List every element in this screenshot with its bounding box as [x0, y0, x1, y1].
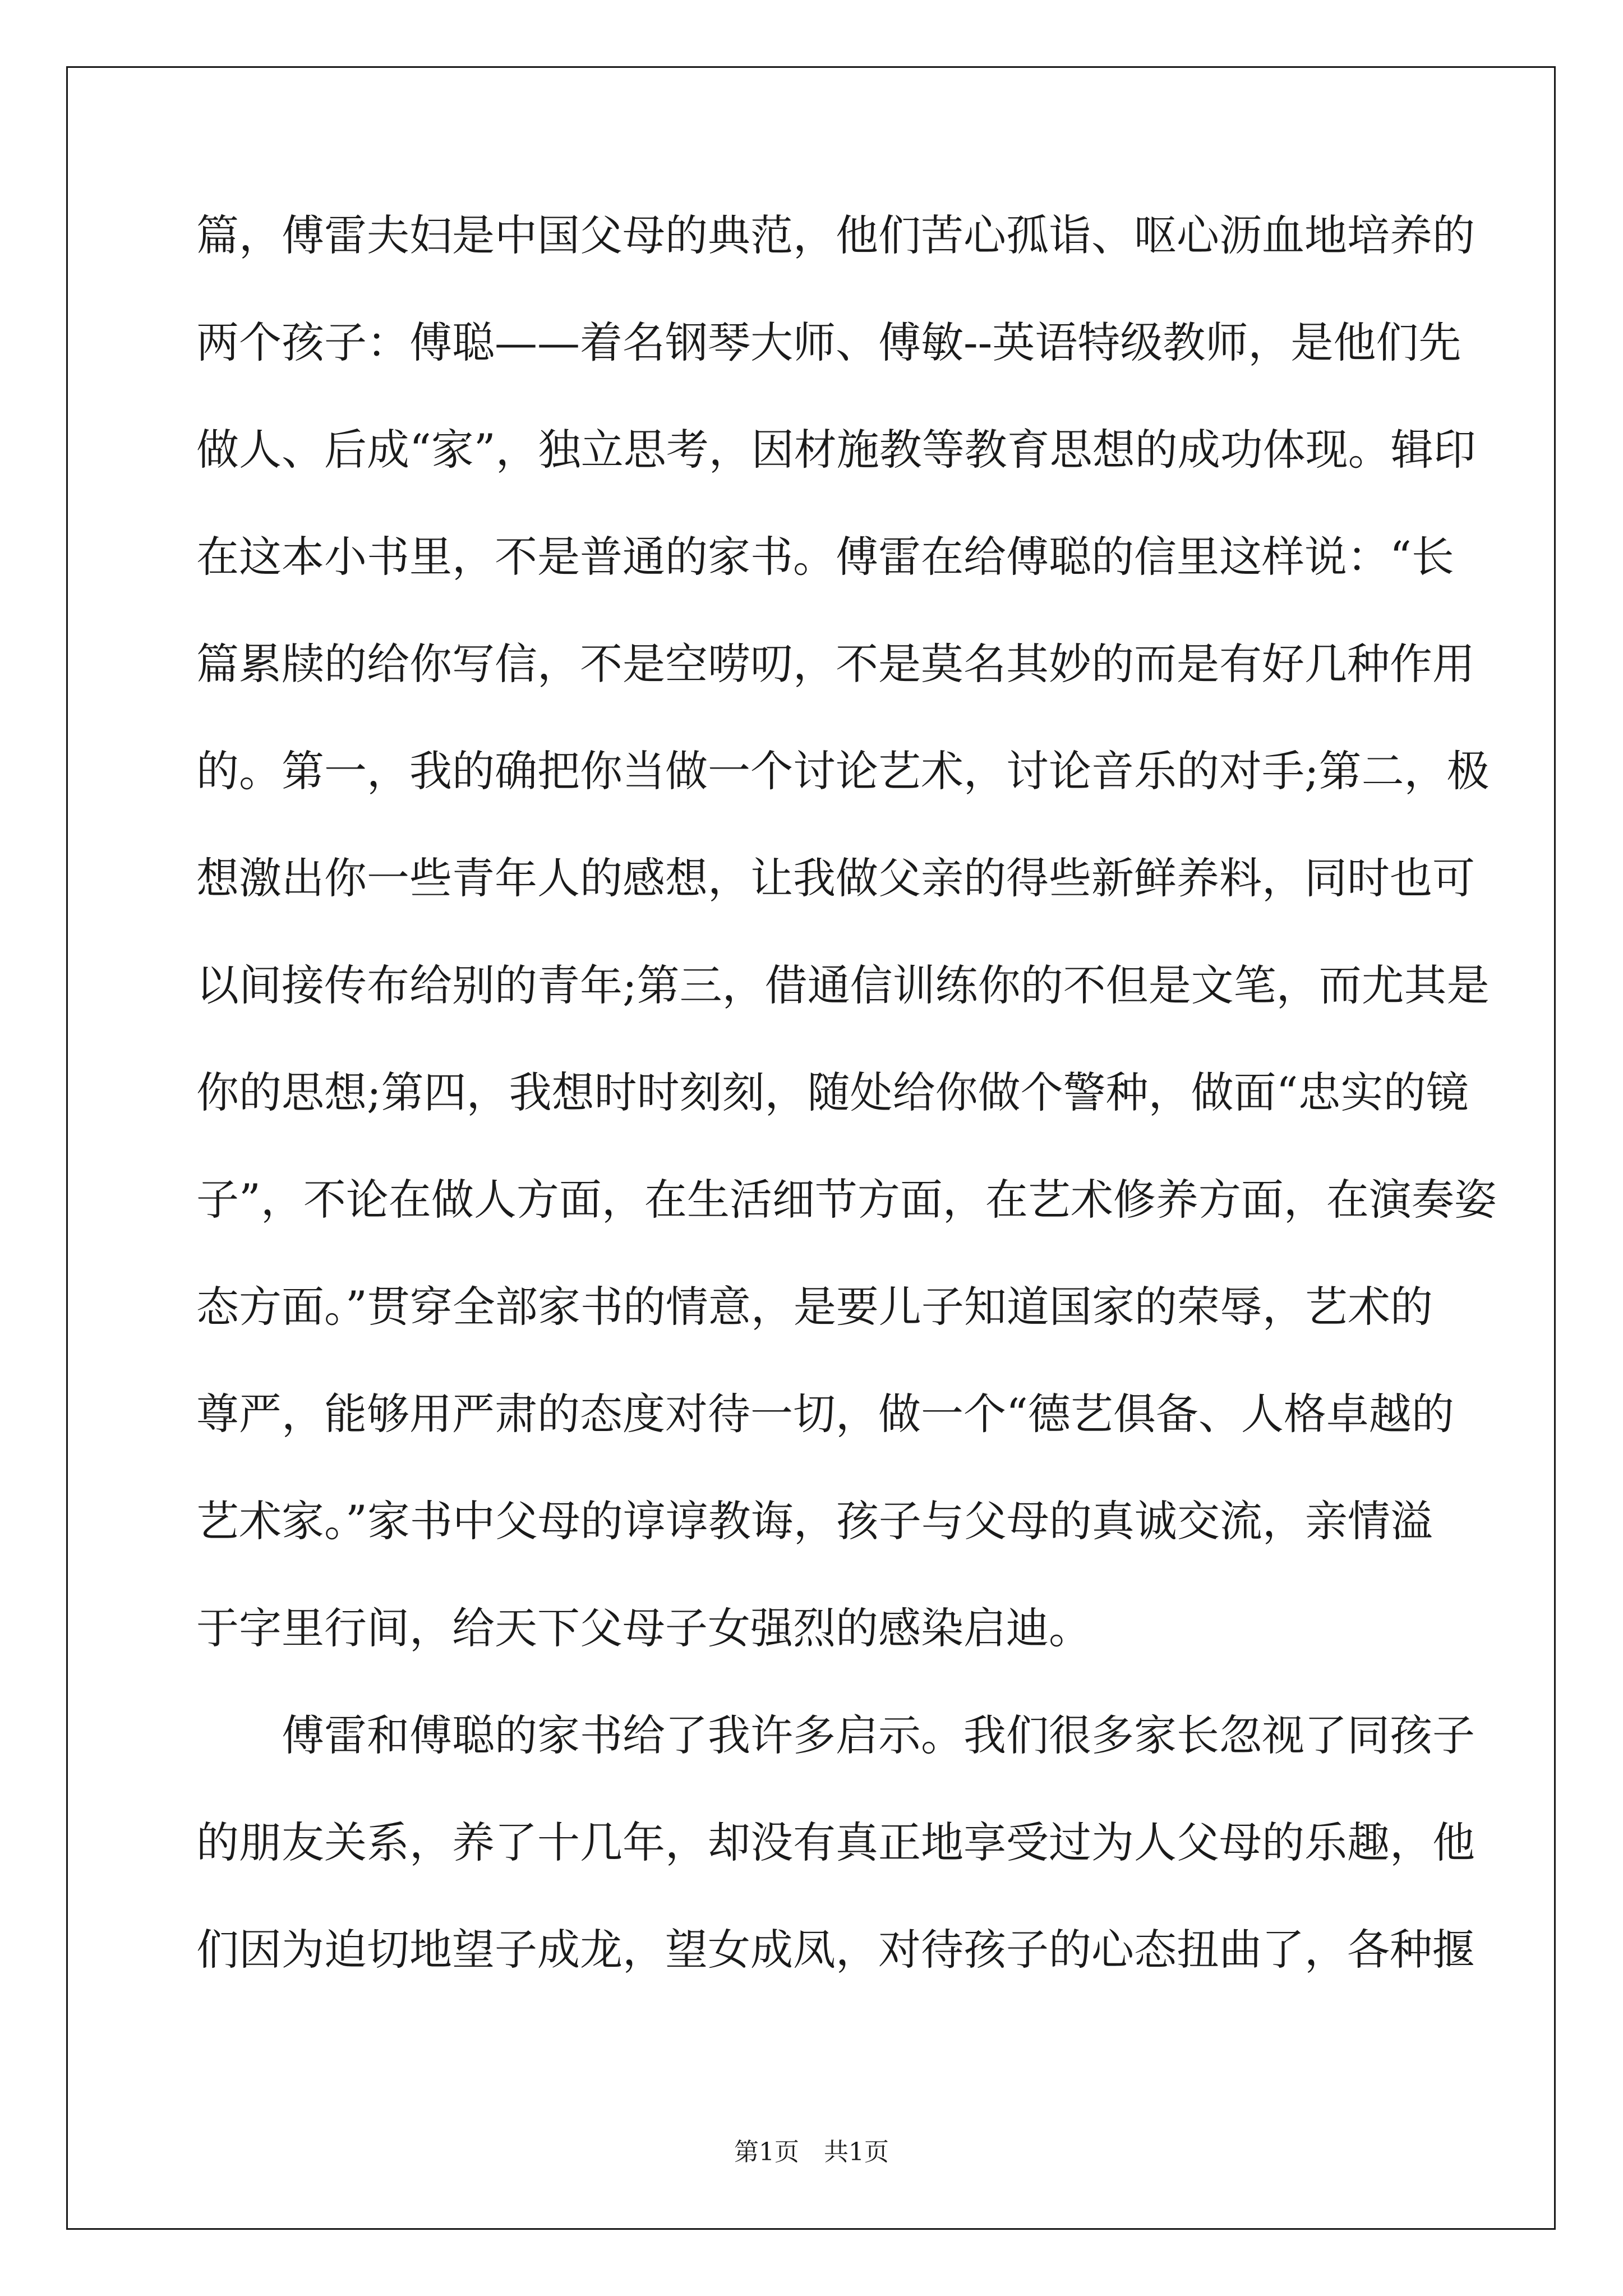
text-line: 两个孩子：傅聪——着名钢琴大师、傅敏--英语特级教师，是他们先: [196, 318, 1461, 367]
text-line: 艺术家。”家书中父母的谆谆教诲，孩子与父母的真诚交流，亲情溢: [196, 1496, 1433, 1546]
text-line: 子”，不论在做人方面，在生活细节方面，在艺术修养方面，在演奏姿: [196, 1175, 1497, 1225]
text-line: 在这本小书里，不是普通的家书。傅雷在给傅聪的信里这样说：“长: [196, 532, 1454, 582]
paragraph-start-line: 傅雷和傅聪的家书给了我许多启示。我们很多家长忽视了同孩子: [282, 1710, 1475, 1760]
text-line: 的。第一，我的确把你当做一个讨论艺术，讨论音乐的对手;第二，极: [196, 746, 1490, 796]
text-line: 篇，傅雷夫妇是中国父母的典范，他们苦心孤诣、呕心沥血地培养的: [196, 210, 1475, 260]
document-body: [196, 210, 1497, 2036]
text-line: 们因为迫切地望子成龙，望女成凤，对待孩子的心态扭曲了，各种揠: [196, 1925, 1475, 1975]
page-footer: 第1页 共1页: [734, 2138, 889, 2166]
text-line: 尊严，能够用严肃的态度对待一切，做一个“德艺俱备、人格卓越的: [196, 1389, 1454, 1439]
text-line: 做人、后成“家”，独立思考，因材施教等教育思想的成功体现。辑印: [196, 425, 1476, 475]
text-line: 态方面。”贯穿全部家书的情意，是要儿子知道国家的荣辱，艺术的: [196, 1282, 1433, 1332]
text-line: 以间接传布给别的青年;第三，借通信训练你的不但是文笔，而尤其是: [196, 960, 1490, 1010]
text-line: 你的思想;第四，我想时时刻刻，随处给你做个警种，做面“忠实的镜: [196, 1068, 1469, 1117]
paragraph-end-line: 于字里行间，给天下父母子女强烈的感染启迪。: [196, 1603, 1091, 1653]
text-line: 的朋友关系，养了十几年，却没有真正地享受过为人父母的乐趣，他: [196, 1818, 1475, 1867]
text-line: 想激出你一些青年人的感想，让我做父亲的得些新鲜养料，同时也可: [196, 853, 1475, 903]
text-line: 篇累牍的给你写信，不是空唠叨，不是莫名其妙的而是有好几种作用: [196, 639, 1475, 689]
